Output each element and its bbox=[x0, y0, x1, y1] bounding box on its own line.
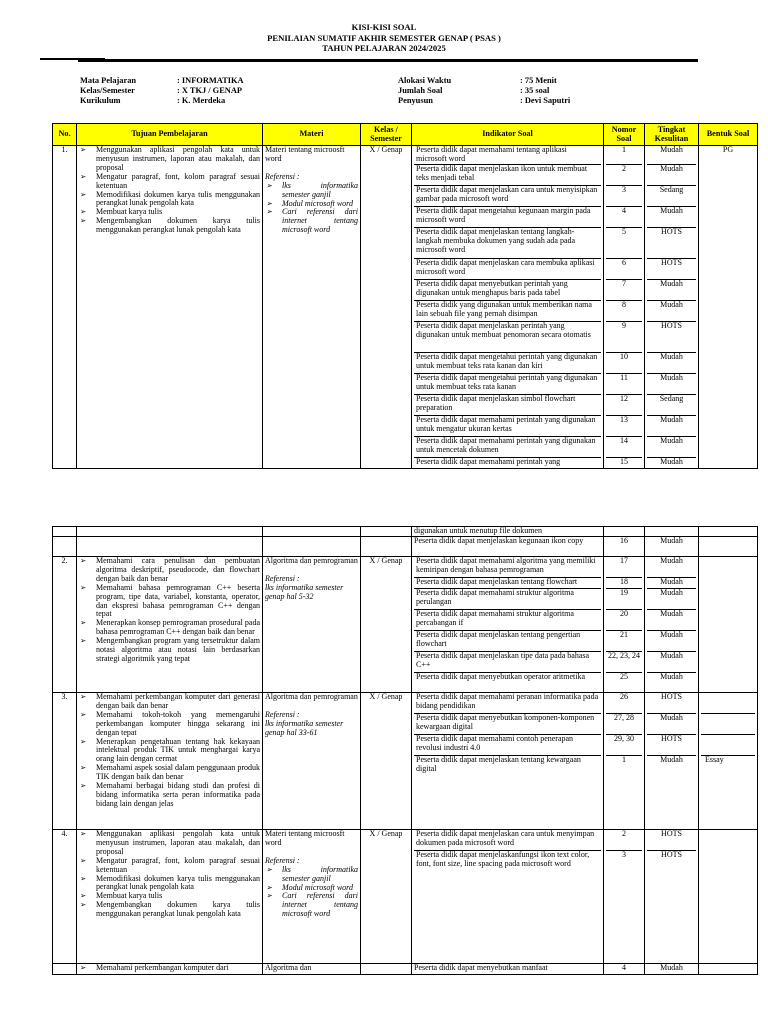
bentuk-cell: PG bbox=[699, 146, 758, 469]
level-item: Sedang bbox=[647, 394, 696, 415]
ref-title: Referensi : bbox=[265, 855, 300, 865]
materi-cell bbox=[263, 964, 361, 975]
ref-title: Referensi : bbox=[265, 171, 300, 181]
level-item: Mudah bbox=[660, 145, 683, 154]
materi-cell bbox=[263, 830, 361, 964]
indicator-item: Peserta didik dapat mengetahui perintah yang digunakan untuk membuat teks rata kanan dan kiri bbox=[414, 352, 601, 373]
meta-key: Penyusun bbox=[398, 96, 433, 105]
objectives-cell bbox=[77, 146, 263, 469]
row-number: 4. bbox=[53, 830, 77, 964]
nomor-item: 1 bbox=[622, 145, 626, 154]
meta-key: Mata Pelajaran bbox=[80, 76, 137, 85]
indicator-item: Peserta didik dapat menjelaskan tentang pengertian flowchart bbox=[414, 630, 601, 651]
indicator-item: Peserta didik dapat memahami algoritma yang memiliki kemiripan dengan bahasa pemrograman bbox=[416, 556, 596, 574]
materi-text: Algoritma dan pemrograman bbox=[265, 692, 358, 701]
bentuk-item bbox=[701, 713, 755, 734]
table-row bbox=[53, 527, 758, 537]
objective-item: ➢ Memahami perkembangan komputer dari generasi dengan baik dan benar bbox=[79, 693, 260, 711]
objective-item: ➢ Menerapkan konsep pemrograman prosedural pada bahasa pemrograman C++ dengan baik dan benar bbox=[79, 619, 260, 637]
nomor-item: 9 bbox=[606, 321, 642, 352]
indicator-item: Peserta didik dapat menjelaskan perintah yang digunakan untuk membuat penomoran secara otomatis bbox=[414, 321, 601, 352]
table-row bbox=[53, 964, 758, 975]
objective-item: ➢ Memahami perkembangan komputer dari bbox=[79, 964, 260, 973]
nomor-item: 22, 23, 24 bbox=[606, 651, 642, 672]
objective-item: ➢ Memodifikasi dokumen karya tulis menggunakan perangkat lunak pengolah kata bbox=[79, 875, 260, 893]
level-item: Sedang bbox=[647, 185, 696, 206]
nomor-item: 29, 30 bbox=[606, 734, 642, 755]
col-header: Materi bbox=[263, 124, 361, 146]
ref-item: ➢ Modul microsoft word bbox=[265, 200, 358, 209]
level-item: Mudah bbox=[647, 457, 696, 468]
nomor-item: 25 bbox=[606, 672, 642, 692]
table-header-row bbox=[53, 124, 758, 146]
indicator-item bbox=[414, 164, 601, 185]
ref-list bbox=[265, 866, 358, 919]
objective-item: ➢ Menerapkan pengetahuan tentang hak kekayaan intelektual produk TIK untuk menghargai karya orang lain dengan cermat bbox=[79, 738, 260, 765]
col-header: Bentuk Soal bbox=[699, 124, 758, 146]
level-item: Mudah bbox=[647, 279, 696, 300]
table-row bbox=[53, 693, 758, 830]
nomor-item: 27, 28 bbox=[606, 713, 642, 734]
indicator-item: Peserta didik dapat menjelaskan tentang kewargaan digital bbox=[414, 755, 601, 829]
level-item: Mudah bbox=[647, 588, 696, 609]
nomor-item: 26 bbox=[620, 692, 628, 701]
level-item: Mudah bbox=[647, 415, 696, 436]
table-row bbox=[53, 537, 758, 557]
level-cell bbox=[645, 693, 699, 830]
ref-text: lks informatika semester genap hal 5-32 bbox=[265, 582, 344, 601]
indicator-item: Peserta didik dapat menyebutkan manfaat bbox=[412, 964, 604, 975]
meta-key: Jumlah Soal bbox=[398, 86, 443, 95]
materi-text: Algoritma dan bbox=[265, 963, 312, 972]
objectives-list bbox=[79, 557, 260, 664]
level-item: Mudah bbox=[647, 164, 696, 185]
objective-item: ➢ Memahami aspek sosial dalam penggunaan produk TIK dengan baik dan benar bbox=[79, 764, 260, 782]
indicator-text: Peserta didik dapat menjelaskan ikon untuk membuat teks menjadi tebal bbox=[416, 164, 588, 182]
kelas-cell: X / Genap bbox=[361, 830, 412, 964]
nomor-item: 11 bbox=[606, 373, 642, 394]
level-item: Mudah bbox=[647, 577, 696, 588]
table-row bbox=[53, 830, 758, 964]
indicator-item: Peserta didik dapat menjelaskan cara membuka aplikasi microsoft word bbox=[414, 258, 601, 279]
objective-item: ➢ Memahami bahasa pemrograman C++ beserta program, tipe data, variabel, konstanta, operator, dan ekspresi bahasa pemrograman C++ dengan tepat bbox=[79, 584, 260, 620]
materi-cell bbox=[263, 693, 361, 830]
indicator-item: Peserta didik dapat menjelaskan tentang flowchart bbox=[414, 577, 601, 588]
objective-item: ➢ Mengembangkan dokumen karya tulis menggunakan perangkat lunak pengolah kata bbox=[79, 217, 260, 235]
col-header: Nomor Soal bbox=[604, 124, 645, 146]
meta-value: : INFORMATIKA bbox=[177, 76, 244, 85]
nomor-item: 18 bbox=[606, 577, 642, 588]
level-item: Mudah bbox=[647, 609, 696, 630]
materi-cell bbox=[263, 146, 361, 469]
doc-title: KISI-KISI SOAL bbox=[351, 22, 417, 32]
nomor-item: 10 bbox=[606, 352, 642, 373]
nomor-cell bbox=[604, 693, 645, 830]
nomor-item: 6 bbox=[606, 258, 642, 279]
level-item: Mudah bbox=[645, 964, 699, 975]
level-cell bbox=[645, 830, 699, 964]
objectives-cell bbox=[77, 830, 263, 964]
table-row bbox=[53, 557, 758, 693]
col-header: Indikator Soal bbox=[412, 124, 604, 146]
nomor-cell bbox=[604, 146, 645, 469]
nomor-item: 2 bbox=[606, 164, 642, 185]
level-item: HOTS bbox=[647, 258, 696, 279]
level-cell bbox=[645, 557, 699, 693]
level-item: Mudah bbox=[647, 206, 696, 227]
indicator-item: Peserta didik dapat menjelaskan tentang langkah-langkah membuka dokumen yang sudah ada pada microsoft word bbox=[414, 227, 601, 258]
document-header bbox=[0, 22, 768, 54]
meta-left bbox=[80, 76, 244, 106]
materi-text: Materi tentang microosft word bbox=[265, 145, 345, 163]
indicator-item: Peserta didik dapat menjelaskan simbol flowchart preparation bbox=[414, 394, 601, 415]
ref-text: lks informatika semester genap hal 33-61 bbox=[265, 718, 344, 737]
nomor-item: 3 bbox=[606, 850, 642, 963]
nomor-item: 8 bbox=[606, 300, 642, 321]
objectives-cell bbox=[77, 693, 263, 830]
meta-value: : 75 Menit bbox=[520, 76, 557, 85]
indicator-item: Peserta didik dapat memahami tentang aplikasi microsoft word bbox=[416, 145, 567, 163]
level-item: Mudah bbox=[647, 352, 696, 373]
level-item: Mudah bbox=[647, 713, 696, 734]
ref-list bbox=[265, 182, 358, 235]
nomor-item: 16 bbox=[604, 537, 645, 557]
objective-item: ➢ Mengembangkan dokumen karya tulis menggunakan perangkat lunak pengolah kata bbox=[79, 901, 260, 919]
indicator-item: Peserta didik dapat menjelaskan cara untuk menyisipkan gambar pada microsoft word bbox=[414, 185, 601, 206]
meta-value: : Devi Saputri bbox=[520, 96, 571, 105]
level-item bbox=[645, 527, 699, 537]
objective-item: ➢ Menggunakan aplikasi pengolah kata untuk menyusun instrumen, laporan atau makalah, dan proposal bbox=[79, 830, 260, 857]
indicator-item: Peserta didik dapat memahami contoh penerapan revolusi industri 4.0 bbox=[414, 734, 601, 755]
level-item: Mudah bbox=[645, 537, 699, 557]
indicator-item: Peserta didik yang digunakan untuk memberikan nama lain sebuah file yang pernah disimpan bbox=[414, 300, 601, 321]
ref-title: Referensi : bbox=[265, 573, 300, 583]
level-item: Mudah bbox=[647, 651, 696, 672]
meta-key: Kurikulum bbox=[80, 96, 121, 105]
level-cell bbox=[645, 146, 699, 469]
level-item: HOTS bbox=[647, 227, 696, 258]
meta-value: : X TKJ / GENAP bbox=[177, 86, 242, 95]
meta-row bbox=[80, 76, 244, 86]
meta-row bbox=[80, 96, 244, 106]
nomor-item: 2 bbox=[622, 829, 626, 838]
indicator-item: Peserta didik dapat memahami struktur algoritma percabangan if bbox=[414, 609, 601, 630]
meta-value: : K. Merdeka bbox=[177, 96, 226, 105]
level-item: Mudah bbox=[647, 755, 696, 829]
grid-table-page1 bbox=[52, 123, 758, 469]
indicator-item: Peserta didik dapat menyebutkan perintah yang digunakan untuk menghapus baris pada tabel bbox=[414, 279, 601, 300]
indicator-item: Peserta didik dapat memahami perintah yang bbox=[414, 457, 601, 468]
nomor-item bbox=[604, 527, 645, 537]
meta-right bbox=[398, 76, 570, 106]
objectives-list bbox=[79, 693, 260, 809]
header-rule bbox=[78, 59, 698, 62]
objectives-list bbox=[79, 830, 260, 919]
objective-item: ➢ Membuat karya tulis bbox=[79, 892, 260, 901]
col-header: No. bbox=[53, 124, 77, 146]
nomor-item: 1 bbox=[606, 755, 642, 829]
objective-item: ➢ Memodifikasi dokumen karya tulis menggunakan perangkat lunak pengolah kata bbox=[79, 191, 260, 209]
objective-item: ➢ Memahami cara penulisan dan pembuatan algoritma deskriptif, pseudocode, dan flowchart dengan baik dan benar bbox=[79, 557, 260, 584]
ref-item: ➢ Cari referensi dari internet tentang microsoft word bbox=[265, 892, 358, 919]
bentuk-item: Essay bbox=[701, 755, 755, 829]
level-item: HOTS bbox=[647, 850, 696, 963]
indicator-item: Peserta didik dapat mengetahui perintah yang digunakan untuk membuat teks rata kanan bbox=[414, 373, 601, 394]
objectives-cell bbox=[77, 557, 263, 693]
meta-row bbox=[398, 96, 570, 106]
ref-item: ➢ lks informatika semester ganjil bbox=[265, 182, 358, 200]
bentuk-cell bbox=[699, 693, 758, 830]
materi-text: Algoritma dan pemrograman bbox=[265, 556, 358, 565]
objectives-list bbox=[79, 146, 260, 235]
nomor-item: 7 bbox=[606, 279, 642, 300]
materi-text: Materi tentang microosft word bbox=[265, 829, 345, 847]
row-number: 1. bbox=[53, 146, 77, 469]
level-item: Mudah bbox=[647, 300, 696, 321]
doc-year: TAHUN PELAJARAN 2024/2025 bbox=[322, 43, 446, 54]
objective-item: ➢ Mengatur paragraf, font, kolom paragraf sesuai ketentuan bbox=[79, 857, 260, 875]
indicator-item: Peserta didik dapat mengetahui kegunaan margin pada microsoft word bbox=[414, 206, 601, 227]
objective-item: ➢ Mengatur paragraf, font, kolom paragraf sesuai ketentuan bbox=[79, 173, 260, 191]
objective-item: ➢ Memahami tokoh-tokoh yang memengaruhi perkembangan komputer hingga sekarang ini dengan tepat bbox=[79, 711, 260, 738]
indicator-item: Peserta didik dapat menjelaskan cara untuk menyimpan dokumen pada microsoft word bbox=[416, 829, 595, 847]
level-item: Mudah bbox=[647, 373, 696, 394]
objectives-cell bbox=[77, 964, 263, 975]
level-item: Mudah bbox=[647, 672, 696, 692]
objective-item: ➢ Mengembangkan program yang tersetruktur dalam notasi algoritma atau notasi lain berdasarkan strategi algoritmik yang tepat bbox=[79, 637, 260, 664]
bentuk-item bbox=[701, 734, 755, 755]
kelas-cell: X / Genap bbox=[361, 146, 412, 469]
indicator-cell bbox=[412, 557, 604, 693]
indicator-cell bbox=[412, 146, 604, 469]
indicator-item: Peserta didik dapat memahami perintah yang digunakan untuk mencetak dokumen bbox=[414, 436, 601, 457]
nomor-item: 4 bbox=[604, 964, 645, 975]
nomor-item: 14 bbox=[606, 436, 642, 457]
level-item: HOTS bbox=[661, 829, 682, 838]
meta-row bbox=[80, 86, 244, 96]
meta-row bbox=[398, 76, 570, 86]
row-number: 3. bbox=[53, 693, 77, 830]
indicator-cell bbox=[412, 693, 604, 830]
objective-item: ➢ Memahami berbagai bidang studi dan profesi di bidang informatika serta peran informatika pada bidang lain dengan jelas bbox=[79, 782, 260, 809]
nomor-item: 13 bbox=[606, 415, 642, 436]
ref-title: Referensi : bbox=[265, 709, 300, 719]
nomor-cell bbox=[604, 557, 645, 693]
nomor-cell bbox=[604, 830, 645, 964]
level-item: Mudah bbox=[647, 630, 696, 651]
indicator-cell bbox=[412, 830, 604, 964]
indicator-item: Peserta didik dapat menyebutkan operator aritmetika bbox=[414, 672, 601, 692]
nomor-item: 20 bbox=[606, 609, 642, 630]
table-row bbox=[53, 146, 758, 469]
objective-item: ➢ Membuat karya tulis bbox=[79, 208, 260, 217]
level-item: HOTS bbox=[647, 321, 696, 352]
meta-key: Kelas/Semester bbox=[80, 86, 135, 95]
doc-subtitle: PENILAIAN SUMATIF AKHIR SEMESTER GENAP ( PSAS ) bbox=[267, 32, 501, 43]
level-item: HOTS bbox=[647, 734, 696, 755]
indicator-item: Peserta didik dapat memahami perintah yang digunakan untuk mengatur ukuran kertas bbox=[414, 415, 601, 436]
indicator-item: Peserta didik dapat menjelaskanfungsi ikon text color, font, font size, line spacing pada microsoft word bbox=[414, 850, 601, 963]
row-number: 2. bbox=[53, 557, 77, 693]
meta-value: : 35 soal bbox=[520, 86, 550, 95]
kelas-cell: X / Genap bbox=[361, 693, 412, 830]
meta-key: Alokasi Waktu bbox=[398, 76, 452, 85]
bentuk-item bbox=[701, 693, 755, 713]
ref-item: ➢ Modul microsoft word bbox=[265, 884, 358, 893]
col-header: Tujuan Pembelajaran bbox=[77, 124, 263, 146]
meta-row bbox=[398, 86, 570, 96]
nomor-item: 17 bbox=[620, 556, 628, 565]
kelas-cell: X / Genap bbox=[361, 557, 412, 693]
nomor-item: 4 bbox=[606, 206, 642, 227]
indicator-item: Peserta didik dapat memahami struktur algoritma perulangan bbox=[414, 588, 601, 609]
level-item: Mudah bbox=[660, 556, 683, 565]
nomor-item: 12 bbox=[606, 394, 642, 415]
ref-item: ➢ lks informatika semester ganjil bbox=[265, 866, 358, 884]
nomor-item: 5 bbox=[606, 227, 642, 258]
indicator-item: digunakan untuk menutup file dokumen bbox=[412, 527, 604, 537]
indicator-item: Peserta didik dapat menjelaskan kegunaan ikon copy bbox=[412, 537, 604, 557]
nomor-item: 3 bbox=[606, 185, 642, 206]
col-header: Kelas / Semester bbox=[361, 124, 412, 146]
ref-item: ➢ Cari referensi dari internet tentang microsoft word bbox=[265, 208, 358, 235]
indicator-item: Peserta didik dapat memahami peranan informatika pada bidang pendidikan bbox=[416, 692, 599, 710]
indicator-item: Peserta didik dapat menyebutkan komponen-komponen kewargaan digital bbox=[414, 713, 601, 734]
objectives-list bbox=[79, 964, 260, 973]
level-item: Mudah bbox=[647, 436, 696, 457]
nomor-item: 15 bbox=[606, 457, 642, 468]
indicator-item: Peserta didik dapat menjelaskan tipe data pada bahasa C++ bbox=[414, 651, 601, 672]
nomor-item: 21 bbox=[606, 630, 642, 651]
objective-item: ➢ Menggunakan aplikasi pengolah kata untuk menyusun instrumen, laporan atau makalah, dan proposal bbox=[79, 146, 260, 173]
nomor-item: 19 bbox=[606, 588, 642, 609]
level-item: HOTS bbox=[661, 692, 682, 701]
materi-cell bbox=[263, 557, 361, 693]
col-header: Tingkat Kesulitan bbox=[645, 124, 699, 146]
grid-table-page2 bbox=[52, 526, 758, 975]
